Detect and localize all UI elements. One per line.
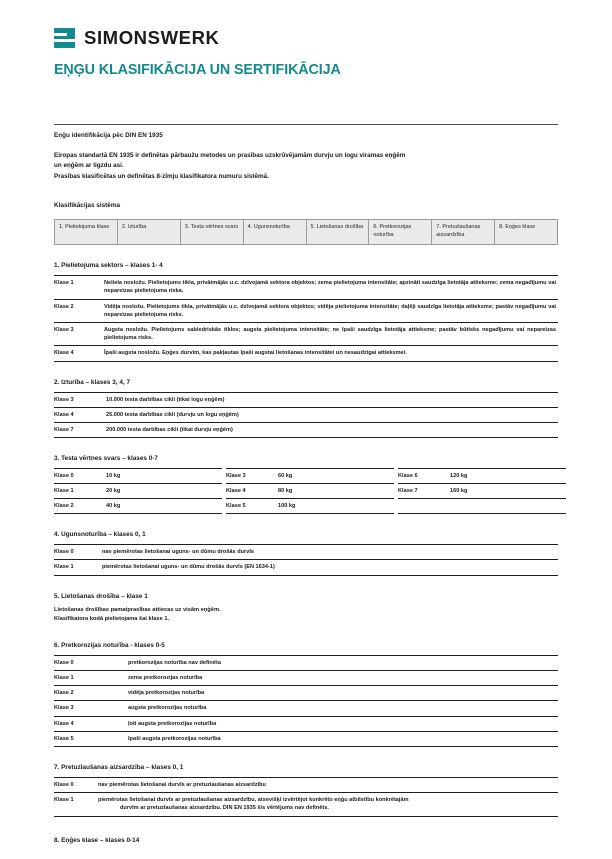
- table-row: [54, 346, 558, 361]
- section-4: [54, 531, 558, 575]
- class-label: Klase 4: [54, 716, 102, 731]
- strip-cell-8: 8. Eņģes klase: [495, 220, 558, 245]
- class-description: zema pretkorozijas noturība: [102, 671, 558, 686]
- class-label: Klase 1: [54, 671, 102, 686]
- strip-cell-7: 7. Pretuzlaušanas aizsardzība: [432, 220, 495, 245]
- class-description: Vidēja nosložu. Pielietojums tikla, privātmājās u.c. dzīvojamā sektora objektos; vidēja pielietojuma intensitāte; daļēji saudzīga lietotāja attieksme; pastāv negadījumu vai nepareizas pielietojuma risks.: [104, 299, 558, 322]
- class-description: [98, 793, 558, 816]
- empty-cell: [398, 499, 450, 514]
- section-4-table: [54, 544, 558, 575]
- table-row: [55, 220, 558, 245]
- intro-line-2: un eņģēm ar ligzdu asi.: [54, 162, 124, 170]
- table-row: [54, 793, 558, 816]
- class-description: pretkorozijas noturība nav definēta: [102, 655, 558, 670]
- class-label: Klase 5: [226, 499, 278, 514]
- table-row: [54, 407, 558, 422]
- class-description: nav piemērotas lietošanai uguns- un dūmu drošās durvīs: [102, 545, 558, 560]
- class-description: īpaši augsta pretkorozijas noturība: [102, 731, 558, 746]
- section-3: [54, 455, 558, 514]
- strip-cell-2: 2. Izturība: [117, 220, 180, 245]
- class-description-line-2: durvīm ar pretuzlaušanas aizsardzību. DIN EN 1935 šis vērtējums nav definēts.: [120, 805, 329, 812]
- class-label: Klase 0: [54, 655, 102, 670]
- strip-cell-5: 5. Lietošanas drošība: [306, 220, 369, 245]
- class-label: Klase 0: [54, 469, 106, 484]
- class-description: ļoti augsta pretkorozijas noturība: [102, 716, 558, 731]
- header-divider: [54, 124, 558, 125]
- class-value: 80 kg: [278, 484, 394, 499]
- table-row: [54, 545, 558, 560]
- brand-name: SIMONSWERK: [84, 27, 220, 48]
- table-row: [54, 323, 558, 346]
- table-row: [54, 731, 558, 746]
- class-description: piemērotas lietošanai uguns- un dūmu drošās durvīs (EN 1634-1): [102, 560, 558, 575]
- class-value: 10 kg: [106, 469, 222, 484]
- document-header: [54, 27, 341, 78]
- table-row: [54, 778, 558, 793]
- section-3-weights-table: [54, 468, 566, 514]
- section-7-heading: 7. Pretuzlaušanas aizsardzība – klases 0, 1: [54, 764, 184, 772]
- section-1-heading: 1. Pielietojuma sektors – klases 1- 4: [54, 262, 163, 270]
- section-8: [54, 837, 558, 844]
- class-value: 40 kg: [106, 499, 222, 514]
- table-row: [54, 392, 558, 407]
- class-label: Klase 6: [398, 469, 450, 484]
- class-label: Klase 4: [54, 407, 106, 422]
- classification-strip-table: [54, 219, 558, 245]
- table-row: [54, 671, 558, 686]
- section-4-heading: 4. Ugunsnoturība – klases 0, 1: [54, 531, 146, 539]
- section-1-table: [54, 275, 558, 361]
- class-label: Klase 2: [54, 499, 106, 514]
- table-row: [54, 423, 558, 438]
- simonswerk-square-bars-icon: [54, 28, 75, 48]
- class-label: Klase 1: [54, 484, 106, 499]
- class-value: 20 kg: [106, 484, 222, 499]
- class-value: 120 kg: [450, 469, 566, 484]
- table-row: [54, 484, 566, 499]
- class-label: Klase 3: [226, 469, 278, 484]
- class-description: nav piemērotas lietošanai durvīs ar pretuzlaušanas aizsardzību: [98, 778, 558, 793]
- section-7: [54, 764, 558, 817]
- class-label: Klase 0: [54, 778, 98, 793]
- class-description: Īpaši augsta nosložu. Eņģes durvīm, kas pakļautas īpaši augstai lietošanas intensitātei un nesaudzīgai attieksmei.: [104, 346, 558, 361]
- section-5-line-2: Klasifikatora kodā pielietojama šai klase 1.: [54, 616, 170, 623]
- table-row: [54, 276, 558, 299]
- page-title: EŅĢU KLASIFIKĀCIJA UN SERTIFIKĀCIJA: [54, 62, 341, 78]
- class-description: Augsta nosložu. Pielietojums sabiedriskās tiklos; augsta pielietojuma intensitāte; ne īpaši saudzīga lietotāja attieksme; pastāv būtisks negadījumu vai nepareizas pielietojuma risks.: [104, 323, 558, 346]
- class-label: Klase 0: [54, 545, 102, 560]
- section-8-heading: 8. Eņģes klase – klases 0-14: [54, 836, 140, 844]
- section-3-heading: 3. Testa vērtnes svars – klases 0-7: [54, 455, 158, 463]
- class-label: Klase 3: [54, 323, 104, 346]
- class-label: Klase 1: [54, 560, 102, 575]
- section-6-heading: 6. Pretkorozijas noturība - klases 0-5: [54, 641, 165, 649]
- strip-cell-1: 1. Pielietojuma klase: [55, 220, 118, 245]
- table-row: [54, 686, 558, 701]
- table-row: [54, 499, 566, 514]
- class-label: Klase 7: [398, 484, 450, 499]
- class-label: Klase 4: [54, 346, 104, 361]
- section-5-heading: 5. Lietošanas drošība – klase 1: [54, 592, 148, 600]
- class-label: Klase 7: [54, 423, 106, 438]
- table-row: [54, 716, 558, 731]
- strip-cell-6: 6. Pretkorozijas noturība: [369, 220, 432, 245]
- class-description: 10.000 testa darbības cikli (tikai logu eņģēm): [106, 392, 558, 407]
- section-1: [54, 262, 558, 361]
- class-value: 160 kg: [450, 484, 566, 499]
- section-2-table: [54, 392, 558, 439]
- strip-cell-4: 4. Ugunsnoturība: [243, 220, 306, 245]
- class-description: 200.000 testa darbības cikli (tikai durvju eņģēm): [106, 423, 558, 438]
- section-2: [54, 379, 558, 439]
- class-description-line-1: piemērotas lietošanai durvīs ar pretuzlaušanas aizsardzību, atsevišķi izvērtējot konkrēto eņģu atbilstību konkrētajām: [98, 797, 409, 804]
- class-description: augsta pretkorozijas noturība: [102, 701, 558, 716]
- class-description: 25.000 testa darbības cikli (durvju un logu eņģēm): [106, 407, 558, 422]
- class-label: Klase 4: [226, 484, 278, 499]
- empty-cell: [450, 499, 566, 514]
- class-value: 100 kg: [278, 499, 394, 514]
- section-6-table: [54, 655, 558, 747]
- section-5-line-1: Lietošanas drošības pamatprasības attiecas uz visām eņģēm.: [54, 606, 221, 613]
- document-body: [54, 132, 558, 850]
- table-row: [54, 469, 566, 484]
- table-row: [54, 299, 558, 322]
- intro-block: [54, 151, 558, 182]
- class-label: Klase 1: [54, 276, 104, 299]
- strip-label: Klasifikācijas sistēma: [54, 202, 121, 210]
- class-label: Klase 3: [54, 392, 106, 407]
- table-row: [54, 701, 558, 716]
- section-7-table: [54, 777, 558, 817]
- class-description: vidēja pretkorozijas noturība: [102, 686, 558, 701]
- class-label: Klase 5: [54, 731, 102, 746]
- section-2-heading: 2. Izturība – klases 3, 4, 7: [54, 378, 131, 386]
- class-label: Klase 2: [54, 299, 104, 322]
- class-label: Klase 2: [54, 686, 102, 701]
- class-description: Neliela nosložu. Pielietojums tikla, privātmājās u.c. dzīvojamā sektora objektos; zema pielietojuma intensitāte; apzināti saudzīga lietotāja attieksme; zema negadījumu vai nepareizas pielietojuma riska.: [104, 276, 558, 299]
- intro-line-3: Prasības klasificētas un definētas 8-zīmju klasifikatora numuru sistēmā.: [54, 172, 269, 180]
- intro-heading: Eņģu identifikācija pēc DIN EN 1935: [54, 132, 163, 139]
- brand-logo: [54, 27, 341, 49]
- intro-line-1: Eiropas standartā EN 1935 ir definētas pārbaužu metodes un prasības uzskrūvējamām durvju un logu viramas eņģēm: [54, 152, 406, 159]
- section-5-body: [54, 606, 558, 625]
- strip-cell-3: 3. Testa vērtnes svars: [180, 220, 243, 245]
- section-5: [54, 593, 558, 625]
- class-label: Klase 3: [54, 701, 102, 716]
- table-row: [54, 655, 558, 670]
- section-6: [54, 642, 558, 747]
- table-row: [54, 560, 558, 575]
- class-label: Klase 1: [54, 793, 98, 816]
- class-value: 60 kg: [278, 469, 394, 484]
